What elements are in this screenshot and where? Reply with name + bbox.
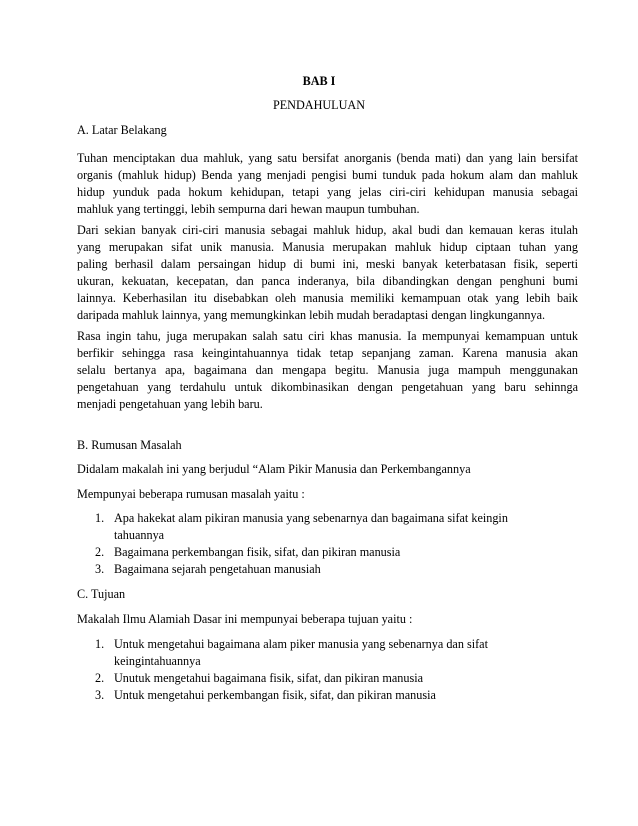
section-a-p2-line: ukuran, kekuatan, kecepatan, dan panca inderanya, bila dibandingkan dengan penghuni bumi: [77, 274, 578, 288]
section-a-p2-line: lainnya. Keberhasilan itu disebabkan oleh manusia memiliki kemampuan otak yang lebih baik: [77, 291, 578, 305]
section-a-p3-line: menjadi pengetahuan yang lebih baru.: [77, 397, 263, 411]
section-a-p1-line: organis (mahluk hidup) Benda yang menjadi pengisi bumi tunduk pada hokum alam dan mahluk: [77, 168, 578, 182]
section-b-intro: Mempunyai beberapa rumusan masalah yaitu :: [77, 487, 305, 501]
list-item: Untuk mengetahui bagaimana alam piker manusia yang sebenarnya dan sifat: [114, 637, 488, 651]
list-item: Unutuk mengetahui bagaimana fisik, sifat, dan pikiran manusia: [114, 671, 424, 685]
section-c-intro: Makalah Ilmu Alamiah Dasar ini mempunyai beberapa tujuan yaitu :: [77, 612, 413, 626]
list-item: Bagaimana sejarah pengetahuan manusiah: [114, 562, 321, 576]
section-a-p3-line: berfikir sehingga rasa keingintahuannya tidak tetap sepanjang zaman. Karena manusia akan: [77, 346, 578, 360]
section-a-p1-line: mahluk yang tertinggi, lebih sempurna dari hewan maupun tumbuhan.: [77, 202, 420, 216]
page-title: PENDAHULUAN: [272, 98, 366, 112]
section-a-p2-line: paling berhasil dalam persaingan hidup di bumi ini, meski banyak keterbatasan fisik, seperti: [77, 257, 578, 271]
section-a-p3-line: Rasa ingin tahu, juga merupakan salah satu ciri khas manusia. Ia mempunyai kemampuan untuk: [77, 329, 578, 343]
list-item: tahuannya: [114, 528, 165, 542]
list-item: Untuk mengetahui perkembangan fisik, sifat, dan pikiran manusia: [114, 688, 436, 702]
section-a-p1-line: hidup yunduk pada hokum kehidupan, tetapi yang jelas ciri-ciri kehidupan manusia sebagai: [77, 185, 578, 199]
section-a-p2-line: Dari sekian banyak ciri-ciri manusia sebagai mahluk hidup, akal budi dan kemauan keras itulah: [77, 223, 578, 237]
section-a-p3-line: pengetahuan yang terdahulu untuk dikombinasikan dengan pengetahuan yang baru sehinnga: [77, 380, 578, 394]
section-b-intro: Didalam makalah ini yang berjudul “Alam Pikir Manusia dan Perkembangannya: [77, 462, 471, 476]
list-number: 1.: [95, 637, 105, 651]
list-item: Bagaimana perkembangan fisik, sifat, dan pikiran manusia: [114, 545, 401, 559]
section-a-p1-line: Tuhan menciptakan dua mahluk, yang satu bersifat anorganis (benda mati) dan yang lain bersifat: [77, 151, 578, 165]
section-a-heading: A. Latar Belakang: [77, 123, 167, 137]
section-a-p3-line: selalu bertanya apa, bagaimana dan mengapa begitu. Manusia juga mampuh menggunakan: [77, 363, 578, 377]
list-number: 3.: [95, 688, 105, 702]
list-number: 2.: [95, 671, 105, 685]
list-number: 2.: [95, 545, 105, 559]
section-b-heading: B. Rumusan Masalah: [77, 438, 182, 452]
section-a-p2-line: daripada mahluk lainnya, yang memungkinkan lebih mudah beradaptasi dengan lingkungannya.: [77, 308, 546, 322]
chapter-label: BAB I: [302, 74, 336, 88]
section-a-p2-line: yang merupakan sifat unik manusia. Manusia merupakan mahluk hidup ciptaan tuhan yang: [77, 240, 578, 254]
section-c-heading: C. Tujuan: [77, 587, 126, 601]
list-number: 1.: [95, 511, 105, 525]
list-number: 3.: [95, 562, 105, 576]
list-item: Apa hakekat alam pikiran manusia yang sebenarnya dan bagaimana sifat keingin: [114, 511, 508, 525]
list-item: keingintahuannya: [114, 654, 201, 668]
